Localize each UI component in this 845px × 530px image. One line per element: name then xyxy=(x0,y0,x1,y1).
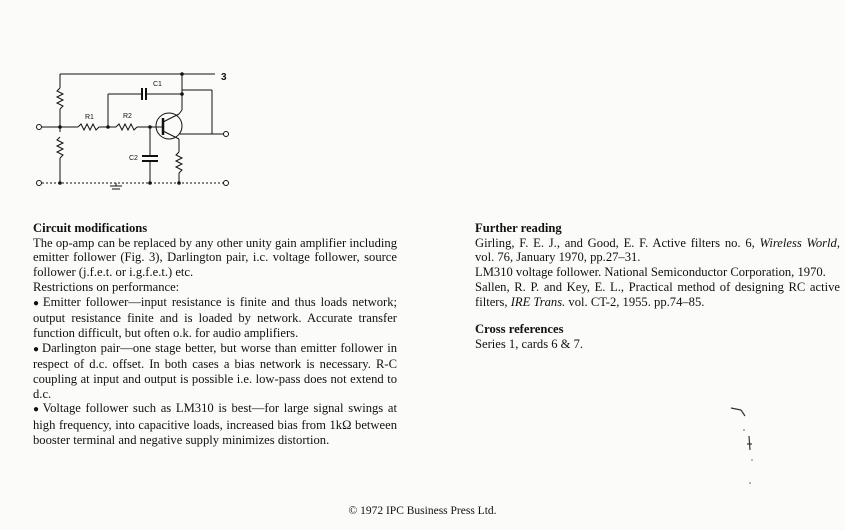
reference-sallen-text: Sallen, R. P. and Key, E. L., Practical method of designing RC active filters, xyxy=(475,279,840,309)
restrictions-label: Restrictions on performance: xyxy=(33,279,180,294)
r1-label: R1 xyxy=(85,114,94,121)
scan-marks xyxy=(725,400,765,500)
r2-label: R2 xyxy=(123,113,132,120)
further-reading-heading: Further reading xyxy=(475,221,562,235)
bullet-emitter-follower: ● Emitter follower—input resistance is finite and thus loads network; output resistance finite and is loaded by network. Accurate transfer function difficult, but often o.k. for audio amplifiers. xyxy=(33,295,397,341)
cross-references-text: Series 1, cards 6 & 7. xyxy=(475,336,584,351)
circuit-diagram xyxy=(28,62,240,194)
intro-paragraph: The op-amp can be replaced by any other unity gain amplifier including emitter follower (Fig. 3), Darlington pair, i.c. voltage follower, source follower (j.f.e.t. or i.g.f.e.t.) etc. xyxy=(33,235,397,280)
reference-girling xyxy=(475,236,840,265)
c1-label: C1 xyxy=(153,81,162,88)
circuit-modifications-heading: Circuit modifications xyxy=(33,221,148,235)
references-section xyxy=(475,221,840,352)
reference-lm310: LM310 voltage follower. National Semiconductor Corporation, 1970. xyxy=(475,265,826,280)
reference-girling-text: Girling, F. E. J., and Good, E. F. Active filters no. 6, xyxy=(475,235,760,250)
figure-number: 3 xyxy=(221,72,227,83)
bullet-voltage-follower: ● Voltage follower such as LM310 is best—for large signal swings at high frequency, into capacitive loads, increased bias from 1kΩ between booster terminal and negative supply minimizes distortion. xyxy=(33,401,397,447)
reference-sallen-key xyxy=(475,280,840,309)
reference-girling-journal: Wireless World xyxy=(759,235,837,250)
cross-references-heading: Cross references xyxy=(475,322,564,337)
bullet-darlington-pair: ● Darlington pair—one stage better, but worse than emitter follower in respect of d.c. offset. In both cases a bias network is necessary. R-C coupling at input and output is possible i.e. low-pass does not extend to d.c. xyxy=(33,341,397,402)
c2-label: C2 xyxy=(129,155,138,162)
reference-sallen-journal: IRE Trans. xyxy=(510,294,566,309)
reference-girling-details: , vol. 76, January 1970, pp.27–31. xyxy=(475,235,840,265)
circuit-modifications-section xyxy=(33,221,397,448)
copyright-footer: © 1972 IPC Business Press Ltd. xyxy=(348,505,497,517)
reference-sallen-details: vol. CT-2, 1955. pp.74–85. xyxy=(565,294,705,309)
